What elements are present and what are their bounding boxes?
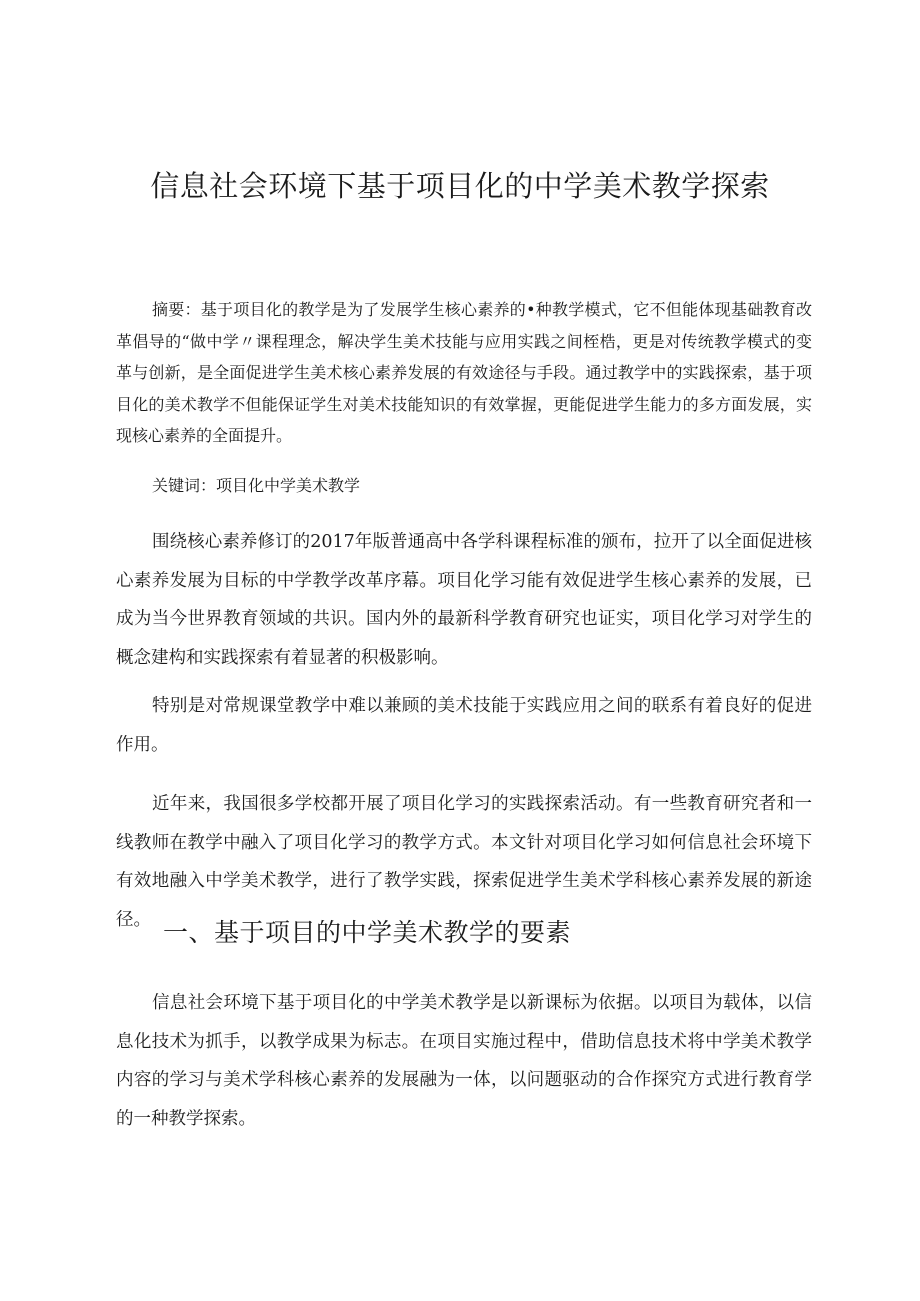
section-heading: 一、基于项目的中学美术教学的要素 bbox=[163, 918, 572, 947]
section-paragraph: 信息社会环境下基于项目化的中学美术教学是以新课标为依据。以项目为载体，以信息化技术为抓手，以教学成果为标志。在项目实施过程中，借助信息技术将中学美术教学内容的学习与美术学科核心素养的发展融为一体，以问题驱动的合作探究方式进行教育学的一种教学探索。 bbox=[116, 993, 812, 1129]
abstract-paragraph: 摘要：基于项目化的教学是为了发展学生核心素养的•种教学模式，它不但能体现基础教育改革倡导的“做中学〃课程理念，解决学生美术技能与应用实践之间桎梏，更是对传统教学模式的变革与创新，是全面促进学生美术核心素养发展的有效途径与手段。通过教学中的实践探索，基于项目化的美术教学不但能保证学生对美术技能知识的有效掌握，更能促进学生能力的多方面发展，实现核心素养的全面提升。 bbox=[116, 300, 812, 445]
body-paragraph-3: 近年来，我国很多学校都开展了项目化学习的实践探索活动。有一些教育研究者和一线教师在教学中融入了项目化学习的教学方式。本文针对项目化学习如何信息社会环境下有效地融入中学美术教学，进行了教学实践，探索促进学生美术学科核心素养发展的新途径。 bbox=[116, 794, 812, 930]
body-paragraph-1: 围绕核心素养修订的2017年版普通高中各学科课程标准的颁布，拉开了以全面促进核心素养发展为目标的中学教学改革序幕。项目化学习能有效促进学生核心素养的发展，已成为当今世界教育领域的共识。国内外的最新科学教育研究也证实，项目化学习对学生的概念建构和实践探索有着显著的积极影响。 bbox=[116, 532, 812, 668]
document-title: 信息社会环境下基于项目化的中学美术教学探索 bbox=[150, 169, 770, 203]
keywords-line: 关键词：项目化中学美术教学 bbox=[152, 476, 361, 495]
body-paragraph-2: 特别是对常规课堂教学中难以兼顾的美术技能于实践应用之间的联系有着良好的促进作用。 bbox=[116, 696, 812, 755]
